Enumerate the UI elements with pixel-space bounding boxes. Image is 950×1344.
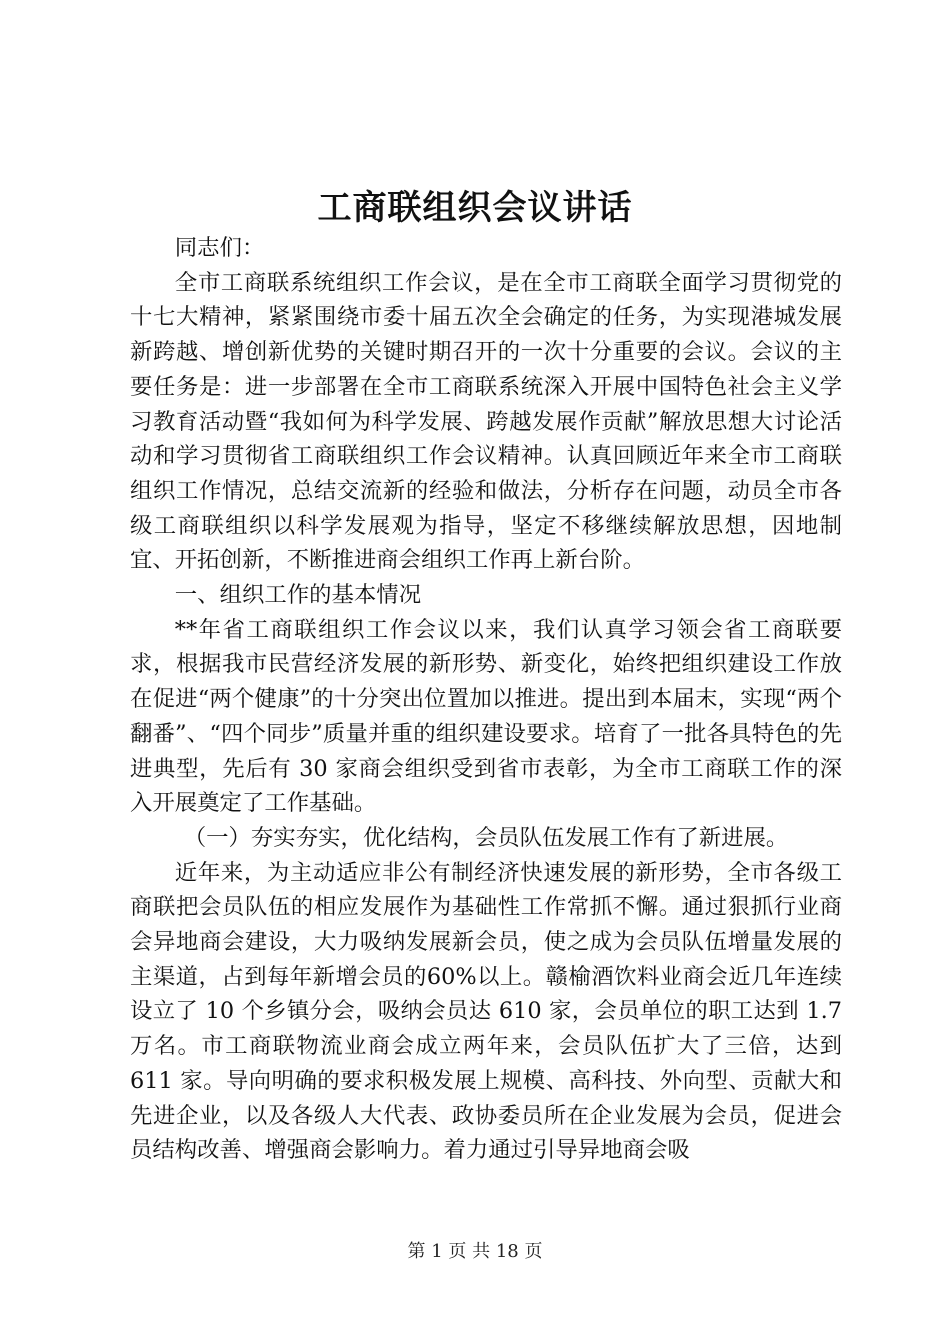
page-footer: 第 1 页 共 18 页	[407, 1241, 543, 1262]
section-heading-1: 一、组织工作的基本情况	[174, 582, 422, 609]
document-body	[130, 231, 842, 1168]
paragraph-section-1: **年省工商联组织工作会议以来，我们认真学习领会省工商联要求，根据我市民营经济发展的新形势、新变化，始终把组织建设工作放在促进“两个健康”的十分突出位置加以推进。提出到本届末，实现“两个翻番”、“四个同步”质量并重的组织建设要求。培育了一批各具特色的先进典型，先后有 30 家商会组织受到省市表彰，为全市工商联工作的深入开展奠定了工作基础。	[130, 616, 842, 817]
paragraph-intro: 全市工商联系统组织工作会议，是在全市工商联全面学习贯彻党的十七大精神，紧紧围绕市委十届五次全会确定的任务，为实现港城发展新跨越、增创新优势的关键时期召开的一次十分重要的会议。会议的主要任务是：进一步部署在全市工商联系统深入开展中国特色社会主义学习教育活动暨“我如何为科学发展、跨越发展作贡献”解放思想大讨论活动和学习贯彻省工商联组织工作会议精神。认真回顾近年来全市工商联组织工作情况，总结交流新的经验和做法，分析存在问题，动员全市各级工商联组织以科学发展观为指导，坚定不移继续解放思想，因地制宜、开拓创新，不断推进商会组织工作再上新台阶。	[130, 269, 842, 574]
salutation: 同志们：	[174, 235, 265, 261]
paragraph-subsection-1: 近年来，为主动适应非公有制经济快速发展的新形势，全市各级工商联把会员队伍的相应发展作为基础性工作常抓不懈。通过狠抓行业商会异地商会建设，大力吸纳发展新会员，使之成为会员队伍增量发展的主渠道，占到每年新增会员的60%以上。赣榆酒饮料业商会近几年连续设立了 10 个乡镇分会，吸纳会员达 610 家，会员单位的职工达到 1.7 万名。市工商联物流业商会成立两年来，会员队伍扩大了三倍，达到 611 家。导向明确的要求积极发展上规模、高科技、外向型、贡献大和先进企业，以及各级人大代表、政协委员所在企业发展为会员，促进会员结构改善、增强商会影响力。着力通过引导异地商会吸	[130, 859, 842, 1164]
document-title: 工商联组织会议讲话	[317, 188, 633, 228]
subsection-heading-1: （一）夯实夯实，优化结构，会员队伍发展工作有了新进展。	[183, 824, 789, 851]
